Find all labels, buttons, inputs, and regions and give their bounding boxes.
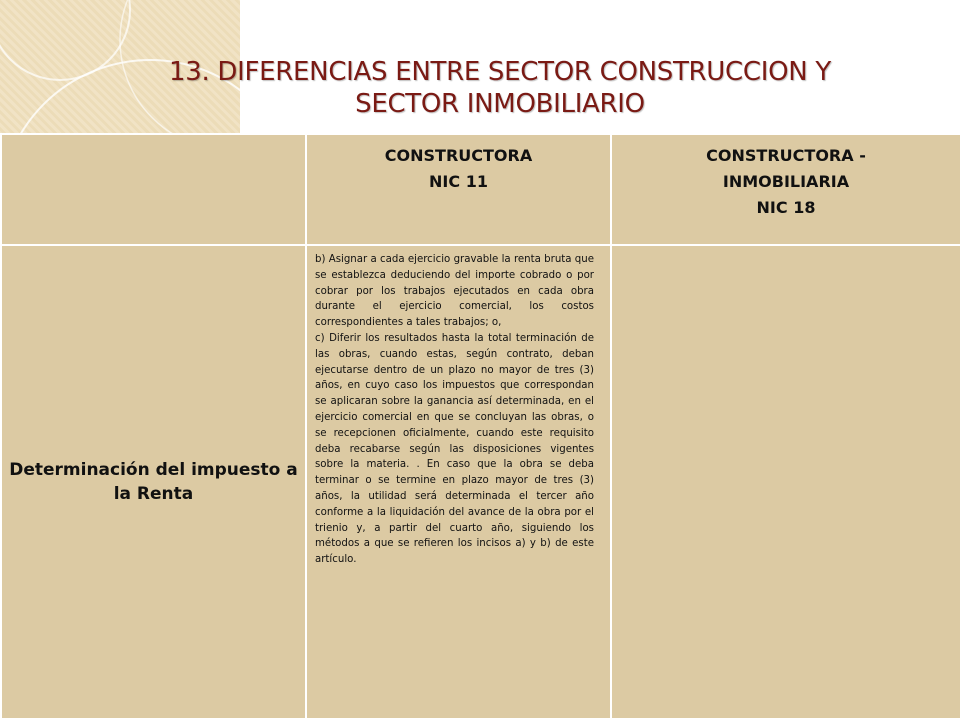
header-cell-empty bbox=[1, 134, 306, 245]
title-line-1: 13. DIFERENCIAS ENTRE SECTOR CONSTRUCCION Y bbox=[169, 57, 831, 87]
header-line: CONSTRUCTORA - bbox=[706, 146, 866, 165]
header-cell-constructora bbox=[306, 134, 611, 245]
header-line: NIC 18 bbox=[756, 198, 816, 217]
table-header-row bbox=[1, 134, 960, 245]
row-cell-constructora bbox=[306, 245, 611, 719]
row-cell-constructora-inmobiliaria bbox=[611, 245, 960, 719]
paragraph-c: c) Diferir los resultados hasta la total terminación de las obras, cuando estas, según contrato, deban ejecutarse dentro de un plazo no mayor de tres (3) años, en cuyo caso los impuestos que correspondan se aplicaran sobre la ganancia así determinada, en el ejercicio comercial en que se concluyan las obras, o se recepcionen oficialmente, cuando este requisito deba recabarse según las disposiciones vigentes sobre la materia. . En caso que la obra se deba terminar o se termine en plazo mayor de tres (3) años, la utilidad será determinada el tercer año conforme a la liquidación del avance de la obra por el trienio y, a partir del cuarto año, siguiendo los métodos a que se refieren los incisos a) y b) de este artículo. bbox=[315, 332, 594, 566]
header-line: NIC 11 bbox=[429, 172, 488, 191]
header-line: CONSTRUCTORA bbox=[384, 146, 533, 165]
row-label: Determinación del impuesto a la Renta bbox=[1, 245, 306, 719]
title-line-2: SECTOR INMOBILIARIO bbox=[355, 89, 645, 119]
table-row bbox=[1, 245, 960, 719]
header-cell-constructora-inmobiliaria bbox=[611, 134, 960, 245]
comparison-table-wrapper bbox=[0, 133, 960, 720]
comparison-table bbox=[0, 133, 960, 720]
header-line: INMOBILIARIA bbox=[722, 172, 850, 191]
paragraph-b: b) Asignar a cada ejercicio gravable la renta bruta que se establezca deduciendo del importe cobrado o por cobrar por los trabajos ejecutados en cada obra durante el ejercicio comercial, los costos correspondientes a tales trabajos; o, bbox=[315, 254, 594, 329]
page-title bbox=[150, 56, 850, 120]
